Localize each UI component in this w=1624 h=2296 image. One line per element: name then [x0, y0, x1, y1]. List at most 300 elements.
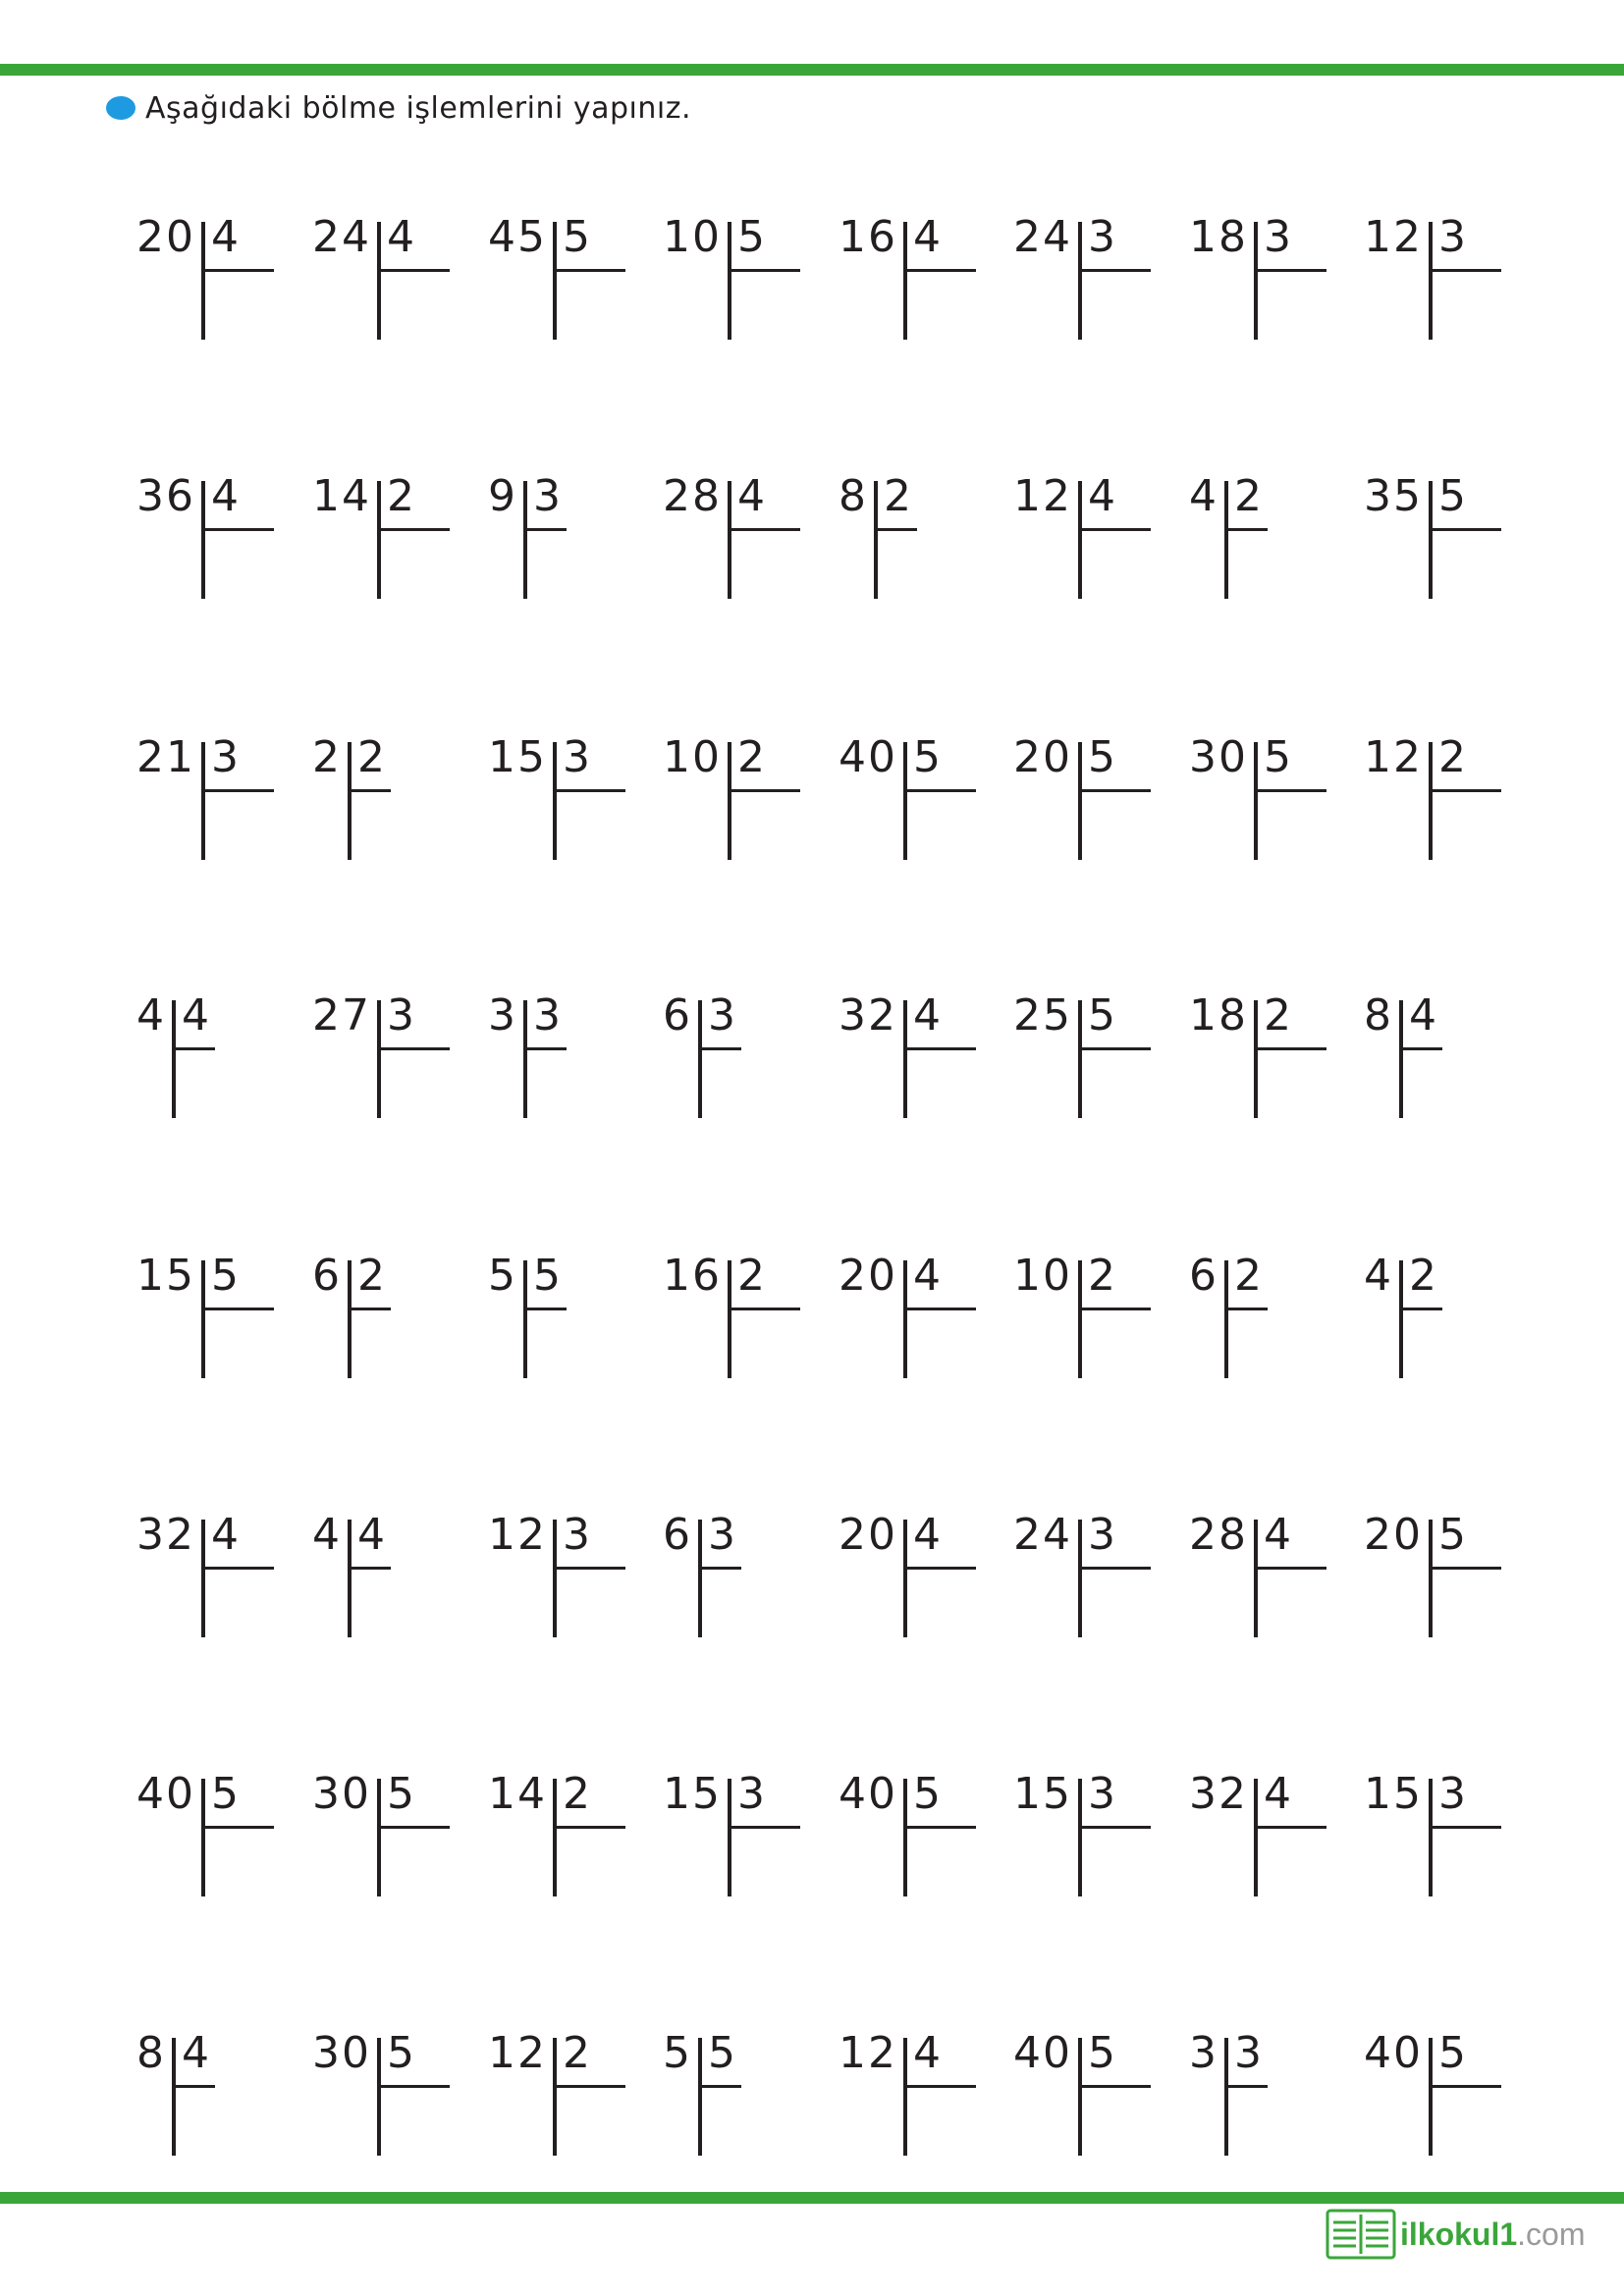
- division-bracket-vertical: [728, 742, 731, 860]
- division-bracket-horizontal: [876, 528, 917, 531]
- dividend: 18: [1189, 990, 1248, 1041]
- division-bracket-horizontal: [555, 789, 625, 792]
- division-problem: [1301, 990, 1458, 1134]
- division-bracket-vertical: [377, 2038, 381, 2156]
- division-problem: [1330, 1510, 1488, 1653]
- division-bracket-horizontal: [1431, 1826, 1501, 1829]
- division-bracket-vertical: [1078, 1000, 1082, 1118]
- division-bracket-horizontal: [174, 2085, 215, 2088]
- division-problem: [279, 990, 436, 1134]
- division-problem: [249, 732, 406, 876]
- division-problem: [455, 732, 612, 876]
- divisor: 4: [1409, 990, 1436, 1041]
- dividend: 3: [1189, 2028, 1218, 2078]
- division-bracket-vertical: [1429, 481, 1433, 599]
- dividend: 32: [839, 990, 897, 1041]
- division-bracket-vertical: [1224, 481, 1228, 599]
- division-bracket-vertical: [201, 1260, 205, 1378]
- division-bracket-vertical: [1399, 1000, 1403, 1118]
- division-bracket-horizontal: [555, 269, 625, 272]
- division-bracket-horizontal: [1256, 1567, 1326, 1570]
- division-problem: [629, 1769, 786, 1912]
- dividend: 12: [1364, 732, 1423, 782]
- divisor: 4: [387, 212, 414, 262]
- division-bracket-horizontal: [905, 1567, 976, 1570]
- dividend: 28: [663, 471, 722, 521]
- divisor: 4: [913, 1251, 941, 1301]
- division-bracket-vertical: [201, 1779, 205, 1896]
- division-problem: [629, 732, 786, 876]
- divisor: 2: [563, 2028, 590, 2078]
- division-bracket-vertical: [201, 481, 205, 599]
- division-bracket-vertical: [1224, 2038, 1228, 2156]
- dividend: 25: [1013, 990, 1072, 1041]
- divisor: 5: [1088, 732, 1115, 782]
- division-bracket-horizontal: [203, 528, 274, 531]
- divisor: 2: [737, 1251, 765, 1301]
- division-problem: [1156, 1510, 1313, 1653]
- division-bracket-horizontal: [1431, 2085, 1501, 2088]
- division-bracket-vertical: [698, 1000, 702, 1118]
- dividend: 12: [1013, 471, 1072, 521]
- book-icon: [1326, 2209, 1396, 2260]
- division-problem: [1126, 2028, 1283, 2171]
- division-bracket-vertical: [553, 222, 557, 340]
- division-bracket-horizontal: [1226, 2085, 1268, 2088]
- dividend: 6: [1189, 1251, 1218, 1301]
- division-bracket-vertical: [698, 1520, 702, 1637]
- dividend: 16: [663, 1251, 722, 1301]
- instruction-text: Aşağıdaki bölme işlemlerini yapınız.: [145, 90, 692, 126]
- dividend: 20: [839, 1251, 897, 1301]
- dividend: 5: [663, 2028, 692, 2078]
- division-bracket-horizontal: [1431, 528, 1501, 531]
- division-bracket-vertical: [553, 1520, 557, 1637]
- division-bracket-vertical: [201, 222, 205, 340]
- divisor: 4: [913, 990, 941, 1041]
- dividend: 2: [312, 732, 342, 782]
- division-bracket-vertical: [728, 1779, 731, 1896]
- division-problem: [980, 990, 1137, 1134]
- divisor: 4: [1088, 471, 1115, 521]
- dividend: 10: [663, 732, 722, 782]
- division-problem: [249, 1510, 406, 1653]
- division-bracket-vertical: [1254, 1520, 1258, 1637]
- dividend: 24: [1013, 212, 1072, 262]
- division-bracket-horizontal: [379, 2085, 450, 2088]
- divisor: 5: [387, 1769, 414, 1819]
- division-problem: [980, 2028, 1137, 2171]
- division-bracket-vertical: [903, 222, 907, 340]
- division-problem: [805, 212, 962, 355]
- division-problem: [600, 2028, 757, 2171]
- division-bracket-horizontal: [1226, 1308, 1268, 1310]
- dividend: 24: [1013, 1510, 1072, 1560]
- division-problem: [74, 990, 231, 1134]
- divisor: 4: [211, 212, 239, 262]
- division-problem: [455, 1510, 612, 1653]
- dividend: 10: [663, 212, 722, 262]
- division-problem: [1330, 1769, 1488, 1912]
- division-problem: [600, 990, 757, 1134]
- divisor: 4: [357, 1510, 385, 1560]
- division-bracket-horizontal: [525, 528, 567, 531]
- division-bracket-vertical: [348, 1260, 352, 1378]
- division-problem: [455, 212, 612, 355]
- division-bracket-horizontal: [1080, 1567, 1151, 1570]
- dividend: 6: [663, 990, 692, 1041]
- division-bracket-horizontal: [379, 1826, 450, 1829]
- division-bracket-horizontal: [350, 1308, 391, 1310]
- division-bracket-vertical: [523, 481, 527, 599]
- division-bracket-vertical: [1254, 1779, 1258, 1896]
- division-problem: [279, 2028, 436, 2171]
- dividend: 6: [312, 1251, 342, 1301]
- dividend: 30: [312, 1769, 371, 1819]
- division-bracket-vertical: [1429, 222, 1433, 340]
- division-bracket-vertical: [1078, 222, 1082, 340]
- division-bracket-horizontal: [1431, 789, 1501, 792]
- division-problem: [1156, 212, 1313, 355]
- divisor: 3: [1438, 212, 1466, 262]
- division-bracket-vertical: [728, 481, 731, 599]
- dividend: 15: [663, 1769, 722, 1819]
- division-bracket-vertical: [903, 1260, 907, 1378]
- division-problem: [455, 2028, 612, 2171]
- dividend: 30: [1189, 732, 1248, 782]
- division-problem: [249, 1251, 406, 1394]
- division-bracket-horizontal: [203, 269, 274, 272]
- dividend: 12: [1364, 212, 1423, 262]
- division-problem: [1126, 1251, 1283, 1394]
- division-bracket-vertical: [377, 222, 381, 340]
- dividend: 24: [312, 212, 371, 262]
- division-problem: [1330, 471, 1488, 614]
- divisor: 2: [1088, 1251, 1115, 1301]
- division-bracket-vertical: [553, 742, 557, 860]
- division-problem: [980, 471, 1137, 614]
- division-problem: [1126, 471, 1283, 614]
- division-bracket-horizontal: [1256, 269, 1326, 272]
- dividend: 3: [488, 990, 517, 1041]
- divisor: 2: [387, 471, 414, 521]
- division-bracket-horizontal: [1256, 789, 1326, 792]
- divisor: 2: [884, 471, 911, 521]
- division-bracket-vertical: [728, 222, 731, 340]
- divisor: 3: [533, 990, 561, 1041]
- division-bracket-horizontal: [905, 1047, 976, 1050]
- division-bracket-vertical: [1254, 1000, 1258, 1118]
- division-bracket-vertical: [903, 742, 907, 860]
- dividend: 15: [1013, 1769, 1072, 1819]
- divisor: 3: [1264, 212, 1291, 262]
- divisor: 3: [1088, 1769, 1115, 1819]
- division-problem: [980, 1510, 1137, 1653]
- division-problem: [455, 1769, 612, 1912]
- division-bracket-horizontal: [525, 1308, 567, 1310]
- divisor: 3: [563, 1510, 590, 1560]
- divisor: 3: [708, 990, 735, 1041]
- dividend: 20: [839, 1510, 897, 1560]
- logo-suffix: .com: [1517, 2216, 1586, 2252]
- divisor: 5: [533, 1251, 561, 1301]
- divisor: 4: [211, 1510, 239, 1560]
- dividend: 32: [1189, 1769, 1248, 1819]
- dividend: 15: [488, 732, 547, 782]
- dividend: 36: [136, 471, 195, 521]
- division-bracket-horizontal: [203, 1826, 274, 1829]
- division-bracket-horizontal: [555, 1826, 625, 1829]
- dividend: 15: [136, 1251, 195, 1301]
- division-problem: [805, 732, 962, 876]
- divisor: 3: [1088, 1510, 1115, 1560]
- divisor: 3: [387, 990, 414, 1041]
- division-bracket-vertical: [698, 2038, 702, 2156]
- division-bracket-horizontal: [379, 269, 450, 272]
- dividend: 45: [488, 212, 547, 262]
- division-bracket-vertical: [172, 1000, 176, 1118]
- division-problem: [1156, 732, 1313, 876]
- division-bracket-vertical: [1078, 1520, 1082, 1637]
- divisor: 2: [1234, 471, 1262, 521]
- divisor: 3: [1438, 1769, 1466, 1819]
- division-problem: [103, 1769, 260, 1912]
- dividend: 18: [1189, 212, 1248, 262]
- divisor: 4: [182, 990, 209, 1041]
- bullet-dot-icon: [106, 96, 135, 120]
- division-bracket-horizontal: [1401, 1308, 1442, 1310]
- divisor: 2: [1234, 1251, 1262, 1301]
- divisor: 4: [1264, 1769, 1291, 1819]
- dividend: 40: [1364, 2028, 1423, 2078]
- divisor: 5: [1088, 990, 1115, 1041]
- divisor: 3: [211, 732, 239, 782]
- divisor: 2: [1409, 1251, 1436, 1301]
- division-bracket-vertical: [377, 481, 381, 599]
- divisor: 3: [1088, 212, 1115, 262]
- division-bracket-vertical: [903, 1520, 907, 1637]
- divisor: 4: [1264, 1510, 1291, 1560]
- divisor: 4: [211, 471, 239, 521]
- divisor: 5: [913, 732, 941, 782]
- division-problem: [103, 1251, 260, 1394]
- division-problem: [425, 990, 582, 1134]
- division-problem: [279, 1769, 436, 1912]
- division-problem: [1156, 1769, 1313, 1912]
- division-bracket-vertical: [903, 1779, 907, 1896]
- division-bracket-horizontal: [905, 1826, 976, 1829]
- division-bracket-horizontal: [905, 789, 976, 792]
- dividend: 12: [488, 1510, 547, 1560]
- division-bracket-vertical: [1224, 1260, 1228, 1378]
- divisor: 3: [563, 732, 590, 782]
- divisor: 4: [913, 1510, 941, 1560]
- division-bracket-horizontal: [1080, 789, 1151, 792]
- division-bracket-vertical: [523, 1260, 527, 1378]
- division-problem: [980, 1251, 1137, 1394]
- division-bracket-vertical: [728, 1260, 731, 1378]
- division-problem: [103, 732, 260, 876]
- division-bracket-vertical: [1399, 1260, 1403, 1378]
- division-bracket-vertical: [874, 481, 878, 599]
- division-bracket-vertical: [553, 2038, 557, 2156]
- divisor: 5: [563, 212, 590, 262]
- division-bracket-horizontal: [700, 2085, 741, 2088]
- division-problem: [629, 212, 786, 355]
- division-problem: [425, 471, 582, 614]
- divisor: 5: [1088, 2028, 1115, 2078]
- dividend: 20: [1013, 732, 1072, 782]
- division-bracket-vertical: [1429, 1520, 1433, 1637]
- division-bracket-horizontal: [730, 1826, 800, 1829]
- division-bracket-horizontal: [174, 1047, 215, 1050]
- dividend: 20: [136, 212, 195, 262]
- division-problem: [805, 990, 962, 1134]
- divisor: 5: [1264, 732, 1291, 782]
- dividend: 8: [1364, 990, 1393, 1041]
- division-problem: [1330, 212, 1488, 355]
- divisor: 5: [1438, 2028, 1466, 2078]
- dividend: 21: [136, 732, 195, 782]
- division-bracket-vertical: [523, 1000, 527, 1118]
- dividend: 30: [312, 2028, 371, 2078]
- division-problem: [600, 1510, 757, 1653]
- division-problem: [805, 1510, 962, 1653]
- division-problem: [805, 2028, 962, 2171]
- division-problem: [279, 212, 436, 355]
- division-bracket-vertical: [348, 1520, 352, 1637]
- division-problem: [629, 471, 786, 614]
- division-bracket-horizontal: [350, 789, 391, 792]
- dividend: 40: [839, 732, 897, 782]
- division-bracket-horizontal: [1080, 1047, 1151, 1050]
- divisor: 2: [357, 1251, 385, 1301]
- division-problem: [74, 2028, 231, 2171]
- division-problem: [980, 732, 1137, 876]
- division-bracket-vertical: [1254, 222, 1258, 340]
- division-bracket-vertical: [903, 2038, 907, 2156]
- division-bracket-vertical: [377, 1779, 381, 1896]
- dividend: 4: [136, 990, 166, 1041]
- division-problem: [1301, 1251, 1458, 1394]
- division-bracket-vertical: [348, 742, 352, 860]
- division-problem: [1330, 732, 1488, 876]
- division-problem: [103, 212, 260, 355]
- division-problem: [776, 471, 933, 614]
- division-bracket-horizontal: [1401, 1047, 1442, 1050]
- bottom-green-rule: [0, 2192, 1624, 2204]
- division-bracket-vertical: [1078, 742, 1082, 860]
- dividend: 27: [312, 990, 371, 1041]
- division-bracket-vertical: [553, 1779, 557, 1896]
- dividend: 5: [488, 1251, 517, 1301]
- dividend: 12: [488, 2028, 547, 2078]
- dividend: 35: [1364, 471, 1423, 521]
- division-bracket-horizontal: [730, 1308, 800, 1310]
- dividend: 40: [136, 1769, 195, 1819]
- division-bracket-horizontal: [730, 789, 800, 792]
- dividend: 28: [1189, 1510, 1248, 1560]
- division-bracket-horizontal: [1256, 1826, 1326, 1829]
- division-bracket-horizontal: [1431, 269, 1501, 272]
- division-bracket-horizontal: [1080, 1826, 1151, 1829]
- division-bracket-horizontal: [730, 269, 800, 272]
- division-bracket-horizontal: [700, 1047, 741, 1050]
- division-bracket-vertical: [1429, 742, 1433, 860]
- division-bracket-vertical: [201, 1520, 205, 1637]
- top-green-rule: [0, 64, 1624, 76]
- division-bracket-horizontal: [1080, 269, 1151, 272]
- divisor: 5: [1438, 471, 1466, 521]
- division-bracket-horizontal: [905, 269, 976, 272]
- division-bracket-vertical: [201, 742, 205, 860]
- dividend: 9: [488, 471, 517, 521]
- dividend: 20: [1364, 1510, 1423, 1560]
- division-bracket-vertical: [903, 1000, 907, 1118]
- division-bracket-vertical: [377, 1000, 381, 1118]
- division-bracket-horizontal: [905, 1308, 976, 1310]
- division-bracket-horizontal: [905, 2085, 976, 2088]
- division-problem: [980, 1769, 1137, 1912]
- divisor: 5: [211, 1769, 239, 1819]
- divisor: 4: [913, 2028, 941, 2078]
- dividend: 14: [488, 1769, 547, 1819]
- divisor: 3: [737, 1769, 765, 1819]
- dividend: 12: [839, 2028, 897, 2078]
- dividend: 16: [839, 212, 897, 262]
- dividend: 8: [136, 2028, 166, 2078]
- division-problem: [629, 1251, 786, 1394]
- divisor: 2: [1264, 990, 1291, 1041]
- division-problem: [279, 471, 436, 614]
- dividend: 14: [312, 471, 371, 521]
- divisor: 2: [563, 1769, 590, 1819]
- division-bracket-horizontal: [1431, 1567, 1501, 1570]
- division-problem: [103, 1510, 260, 1653]
- divisor: 5: [1438, 1510, 1466, 1560]
- instruction: [106, 88, 691, 128]
- divisor: 5: [387, 2028, 414, 2078]
- logo-name: ilkokul1: [1400, 2216, 1518, 2252]
- divisor: 3: [533, 471, 561, 521]
- dividend: 4: [312, 1510, 342, 1560]
- divisor: 4: [913, 212, 941, 262]
- division-bracket-vertical: [1078, 481, 1082, 599]
- division-problem: [980, 212, 1137, 355]
- dividend: 15: [1364, 1769, 1423, 1819]
- division-bracket-vertical: [1078, 1260, 1082, 1378]
- division-bracket-vertical: [1078, 1779, 1082, 1896]
- division-bracket-vertical: [1429, 2038, 1433, 2156]
- dividend: 32: [136, 1510, 195, 1560]
- division-problem: [805, 1251, 962, 1394]
- division-problem: [103, 471, 260, 614]
- dividend: 8: [839, 471, 868, 521]
- division-bracket-horizontal: [350, 1567, 391, 1570]
- division-bracket-vertical: [172, 2038, 176, 2156]
- division-problem: [1156, 990, 1313, 1134]
- divisor: 2: [737, 732, 765, 782]
- divisor: 2: [1438, 732, 1466, 782]
- division-bracket-vertical: [1429, 1779, 1433, 1896]
- divisor: 3: [708, 1510, 735, 1560]
- division-bracket-vertical: [1254, 742, 1258, 860]
- divisor: 3: [1234, 2028, 1262, 2078]
- division-bracket-horizontal: [700, 1567, 741, 1570]
- dividend: 40: [1013, 2028, 1072, 2078]
- division-problem: [1330, 2028, 1488, 2171]
- dividend: 4: [1364, 1251, 1393, 1301]
